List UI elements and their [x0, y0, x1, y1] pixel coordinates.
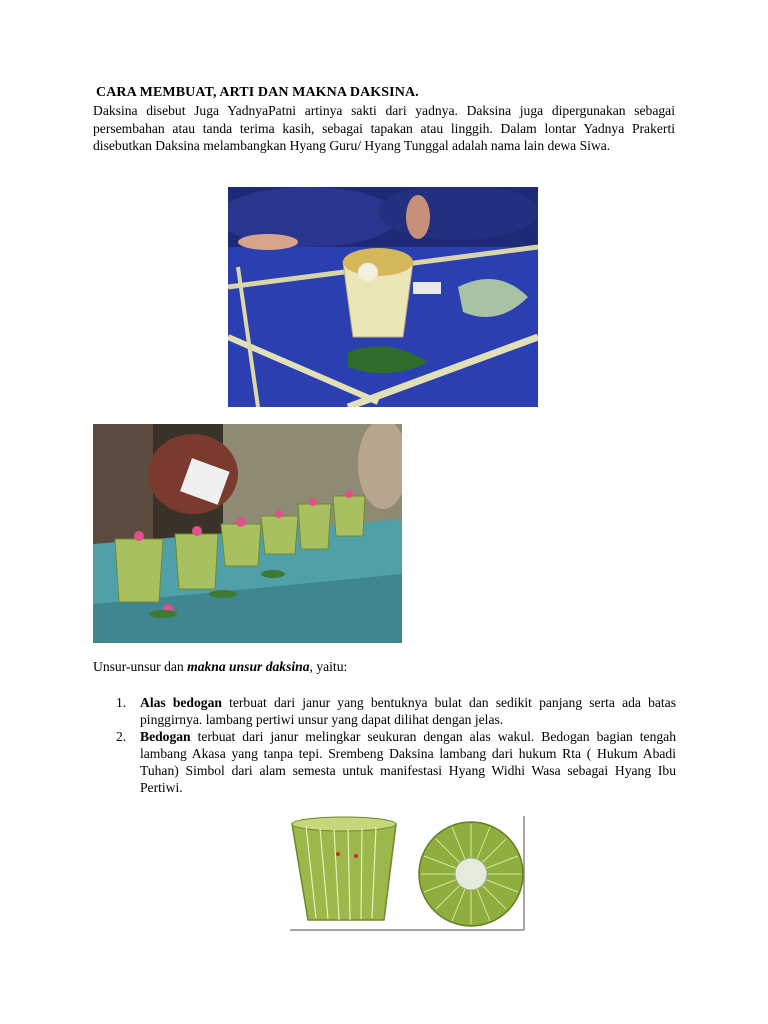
list-item-number: 1.	[116, 695, 127, 710]
list-item-text: terbuat dari janur melingkar seukuran dengan alas wakul. Bedogan bagian tengah lambang Akasa yang tanpa tepi. Srembeng Daksina lambang dari hukum Rta ( Hukum Abadi Tuhan) Simbol dari alam semesta untuk manifestasi Hyang Widhi Wasa sebagai Hyang Ibu Pertiwi.	[140, 729, 676, 795]
unsur-prefix: Unsur-unsur dan	[93, 659, 188, 674]
list-item-term: Bedogan	[140, 729, 191, 744]
list-item-term: Alas bedogan	[140, 695, 222, 710]
daksina-making-photo	[228, 187, 538, 407]
bedogan-photo	[286, 812, 526, 932]
document-title: CARA MEMBUAT, ARTI DAN MAKNA DAKSINA.	[96, 85, 419, 100]
list-item-text: terbuat dari janur yang bentuknya bulat dan sedikit panjang serta ada batas pinggirnya. lambang pertiwi unsur yang dapat dilihat dengan jelas.	[140, 695, 677, 727]
list-item-number: 2.	[116, 729, 127, 744]
unsur-heading	[93, 659, 347, 675]
intro-paragraph: Daksina disebut Juga YadnyaPatni artinya sakti dari yadnya. Daksina juga dipergunakan sebagai persembahan atau tanda terima kasih, sebagai tapakan atau linggih. Dalam lontar Yadnya Prakerti disebutkan Daksina melambangkan Hyang Guru/ Hyang Tunggal adalah nama lain dewa Siwa.	[93, 103, 675, 153]
unsur-emphasis: makna unsur daksina	[187, 659, 310, 674]
unsur-list	[108, 694, 676, 796]
daksina-offerings-photo	[93, 424, 402, 643]
unsur-suffix: , yaitu:	[309, 659, 348, 674]
list-item	[108, 694, 676, 728]
list-item	[108, 728, 676, 796]
